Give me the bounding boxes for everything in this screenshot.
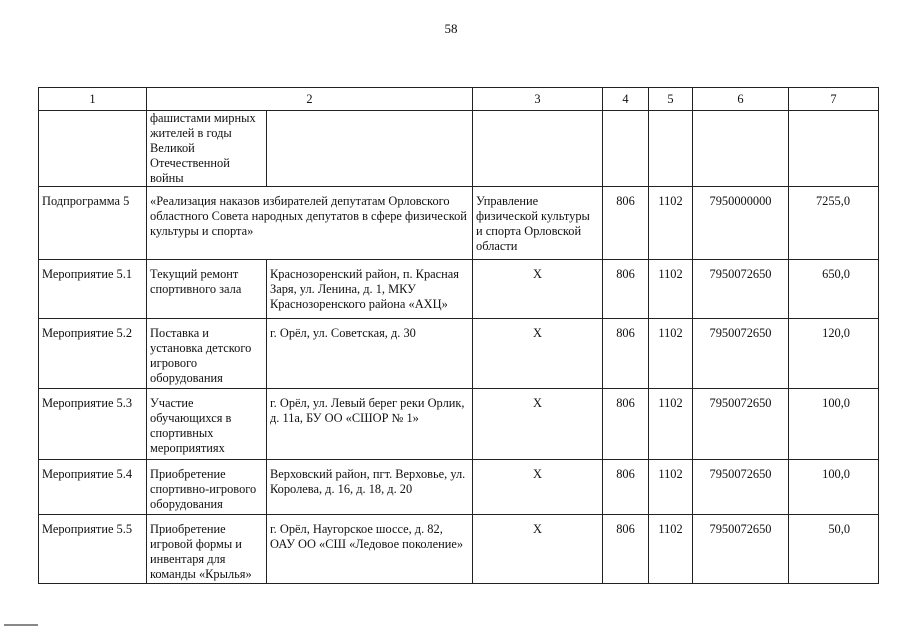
row-c5: 1102 xyxy=(649,319,693,389)
subprogram-c7: 7255,0 xyxy=(789,187,879,260)
row-place: Краснозоренский район, п. Красная Заря, ул. Ленина, д. 1, МКУ Краснозоренского района «АХЦ» xyxy=(267,260,473,319)
row-place: г. Орёл, Наугорское шоссе, д. 82, ОАУ ОО «СШ «Ледовое поколение» xyxy=(267,515,473,584)
header-cell: 5 xyxy=(649,88,693,111)
row-c6: 7950072650 xyxy=(693,260,789,319)
row-event: Приобретение спортивно-игрового оборудования xyxy=(147,460,267,515)
table-row xyxy=(39,460,879,515)
table-row xyxy=(39,260,879,319)
row-c7: 650,0 xyxy=(789,260,879,319)
row-c7: 50,0 xyxy=(789,515,879,584)
subprogram-row xyxy=(39,187,879,260)
row-c4: 806 xyxy=(603,515,649,584)
table-row xyxy=(39,319,879,389)
row-c7: 120,0 xyxy=(789,319,879,389)
row-name: Мероприятие 5.2 xyxy=(39,319,147,389)
continuation-row xyxy=(39,111,879,187)
row-c5: 1102 xyxy=(649,460,693,515)
row-name: Мероприятие 5.5 xyxy=(39,515,147,584)
row-place: Верховский район, пгт. Верховье, ул. Королева, д. 16, д. 18, д. 20 xyxy=(267,460,473,515)
row-event: Текущий ремонт спортивного зала xyxy=(147,260,267,319)
row-place: г. Орёл, ул. Левый берег реки Орлик, д. 11а, БУ ОО «СШОР № 1» xyxy=(267,389,473,460)
page-number: 58 xyxy=(444,21,458,36)
row-c5: 1102 xyxy=(649,389,693,460)
table-header-row xyxy=(39,88,879,111)
row-c6: 7950072650 xyxy=(693,515,789,584)
row-event: Поставка и установка детского игрового оборудования xyxy=(147,319,267,389)
row-executor: Х xyxy=(473,319,603,389)
row-event: Приобретение игровой формы и инвентаря для команды «Крылья» xyxy=(147,515,267,584)
row-c4: 806 xyxy=(603,319,649,389)
row-place: г. Орёл, ул. Советская, д. 30 xyxy=(267,319,473,389)
program-table xyxy=(38,87,879,584)
subprogram-name: Подпрограмма 5 xyxy=(39,187,147,260)
row-executor: Х xyxy=(473,260,603,319)
subprogram-c5: 1102 xyxy=(649,187,693,260)
row-c6: 7950072650 xyxy=(693,319,789,389)
row-name: Мероприятие 5.3 xyxy=(39,389,147,460)
header-cell: 4 xyxy=(603,88,649,111)
continuation-text: фашистами мирных жителей в годы Великой Отечественной войны xyxy=(147,111,267,187)
row-c7: 100,0 xyxy=(789,460,879,515)
row-c5: 1102 xyxy=(649,260,693,319)
row-c4: 806 xyxy=(603,460,649,515)
row-name: Мероприятие 5.1 xyxy=(39,260,147,319)
scan-mark xyxy=(4,624,38,626)
row-name: Мероприятие 5.4 xyxy=(39,460,147,515)
row-c7: 100,0 xyxy=(789,389,879,460)
row-c6: 7950072650 xyxy=(693,389,789,460)
header-cell: 1 xyxy=(39,88,147,111)
subprogram-title: «Реализация наказов избирателей депутатам Орловского областного Совета народных депутатов в сфере физической культуры и спорта» xyxy=(147,187,473,260)
row-executor: Х xyxy=(473,515,603,584)
header-cell: 2 xyxy=(147,88,473,111)
header-cell: 6 xyxy=(693,88,789,111)
row-executor: Х xyxy=(473,460,603,515)
table-row xyxy=(39,389,879,460)
row-executor: Х xyxy=(473,389,603,460)
row-c4: 806 xyxy=(603,260,649,319)
row-c4: 806 xyxy=(603,389,649,460)
header-cell: 7 xyxy=(789,88,879,111)
row-c5: 1102 xyxy=(649,515,693,584)
row-c6: 7950072650 xyxy=(693,460,789,515)
table-row xyxy=(39,515,879,584)
header-cell: 3 xyxy=(473,88,603,111)
subprogram-c4: 806 xyxy=(603,187,649,260)
subprogram-executor: Управление физической культуры и спорта Орловской области xyxy=(473,187,603,260)
subprogram-c6: 7950000000 xyxy=(693,187,789,260)
row-event: Участие обучающихся в спортивных мероприятиях xyxy=(147,389,267,460)
